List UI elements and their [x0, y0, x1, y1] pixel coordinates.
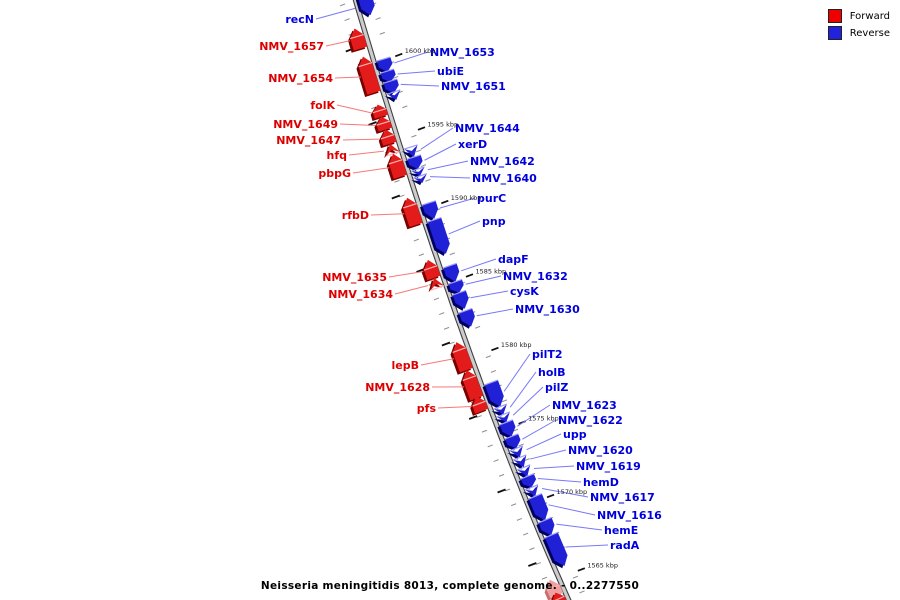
tick-label-1570: 1570 kbp	[556, 488, 588, 496]
tick-label-1565: 1565 kbp	[587, 561, 618, 570]
gene-label-NMV_1642[interactable]: NMV_1642	[470, 155, 535, 168]
gene-label-ubiE[interactable]: ubiE	[437, 65, 464, 78]
gene-label-NMV_1654[interactable]: NMV_1654	[268, 72, 333, 85]
strand-legend	[828, 9, 890, 43]
gene-label-NMV_1632[interactable]: NMV_1632	[503, 270, 568, 283]
gene-label-NMV_1657[interactable]: NMV_1657	[259, 40, 324, 53]
gene-label-rfbD[interactable]: rfbD	[341, 209, 369, 222]
map-title: Neisseria meningitidis 8013, complete genome. - 0..2277550	[260, 580, 640, 592]
gene-label-folK[interactable]: folK	[310, 99, 335, 112]
tick-label-1580: 1580 kbp	[500, 341, 532, 349]
gene-label-NMV_1620[interactable]: NMV_1620	[568, 444, 633, 457]
gene-label-NMV_1628[interactable]: NMV_1628	[365, 381, 430, 394]
tick-label-1590: 1590 kbp	[450, 194, 482, 202]
gene-label-upp[interactable]: upp	[563, 428, 587, 441]
gene-label-hemD[interactable]: hemD	[583, 476, 619, 489]
gene-label-hemE[interactable]: hemE	[604, 524, 639, 537]
gene-label-lepB[interactable]: lepB	[391, 359, 419, 372]
gene-label-purC[interactable]: purC	[477, 192, 507, 205]
gene-label-hfq[interactable]: hfq	[326, 149, 347, 162]
gene-label-NMV_1651[interactable]: NMV_1651	[441, 80, 506, 93]
gene-label-NMV_1647[interactable]: NMV_1647	[276, 134, 341, 147]
gene-label-recN[interactable]: recN	[285, 13, 314, 26]
reverse-color-swatch	[828, 26, 842, 40]
tick-label-1585: 1585 kbp	[475, 267, 507, 276]
gene-label-NMV_1634[interactable]: NMV_1634	[328, 288, 393, 301]
gene-label-radA[interactable]: radA	[610, 539, 640, 552]
gene-label-cysK[interactable]: cysK	[510, 285, 539, 298]
gene-label-pilT2[interactable]: pilT2	[532, 348, 563, 361]
gene-label-NMV_1622[interactable]: NMV_1622	[558, 414, 623, 427]
gene-label-pnp[interactable]: pnp	[482, 215, 506, 228]
legend-reverse-label: Reverse	[849, 27, 890, 39]
tick-label-1600: 1600 kbp	[404, 47, 436, 55]
gene-label-NMV_1653[interactable]: NMV_1653	[430, 46, 495, 59]
gene-label-dapF[interactable]: dapF	[498, 253, 529, 266]
gene-NMV_1616[interactable]	[527, 494, 549, 523]
gene-label-NMV_1640[interactable]: NMV_1640	[472, 172, 537, 185]
gene-label-pfs[interactable]: pfs	[416, 402, 436, 415]
tick-label-1595: 1595 kbp	[427, 120, 459, 129]
legend-forward	[828, 9, 890, 23]
gene-label-NMV_1616[interactable]: NMV_1616	[597, 509, 662, 522]
legend-forward-label: Forward	[849, 10, 890, 22]
gene-label-NMV_1635[interactable]: NMV_1635	[322, 271, 387, 284]
forward-color-swatch	[828, 9, 842, 23]
gene-label-pbpG[interactable]: pbpG	[318, 167, 351, 180]
gene-label-NMV_1617[interactable]: NMV_1617	[590, 491, 655, 504]
gene-label-xerD[interactable]: xerD	[458, 138, 488, 151]
gene-label-NMV_1630[interactable]: NMV_1630	[515, 303, 580, 316]
tick-label-1575: 1575 kbp	[528, 414, 559, 423]
gene-label-NMV_1644[interactable]: NMV_1644	[455, 122, 520, 135]
gene-label-NMV_1619[interactable]: NMV_1619	[576, 460, 641, 473]
gene-label-pilZ[interactable]: pilZ	[545, 381, 569, 394]
gene-label-NMV_1649[interactable]: NMV_1649	[273, 118, 338, 131]
gene-label-holB[interactable]: holB	[538, 366, 566, 379]
gene-label-NMV_1623[interactable]: NMV_1623	[552, 399, 617, 412]
legend-reverse	[828, 26, 890, 40]
